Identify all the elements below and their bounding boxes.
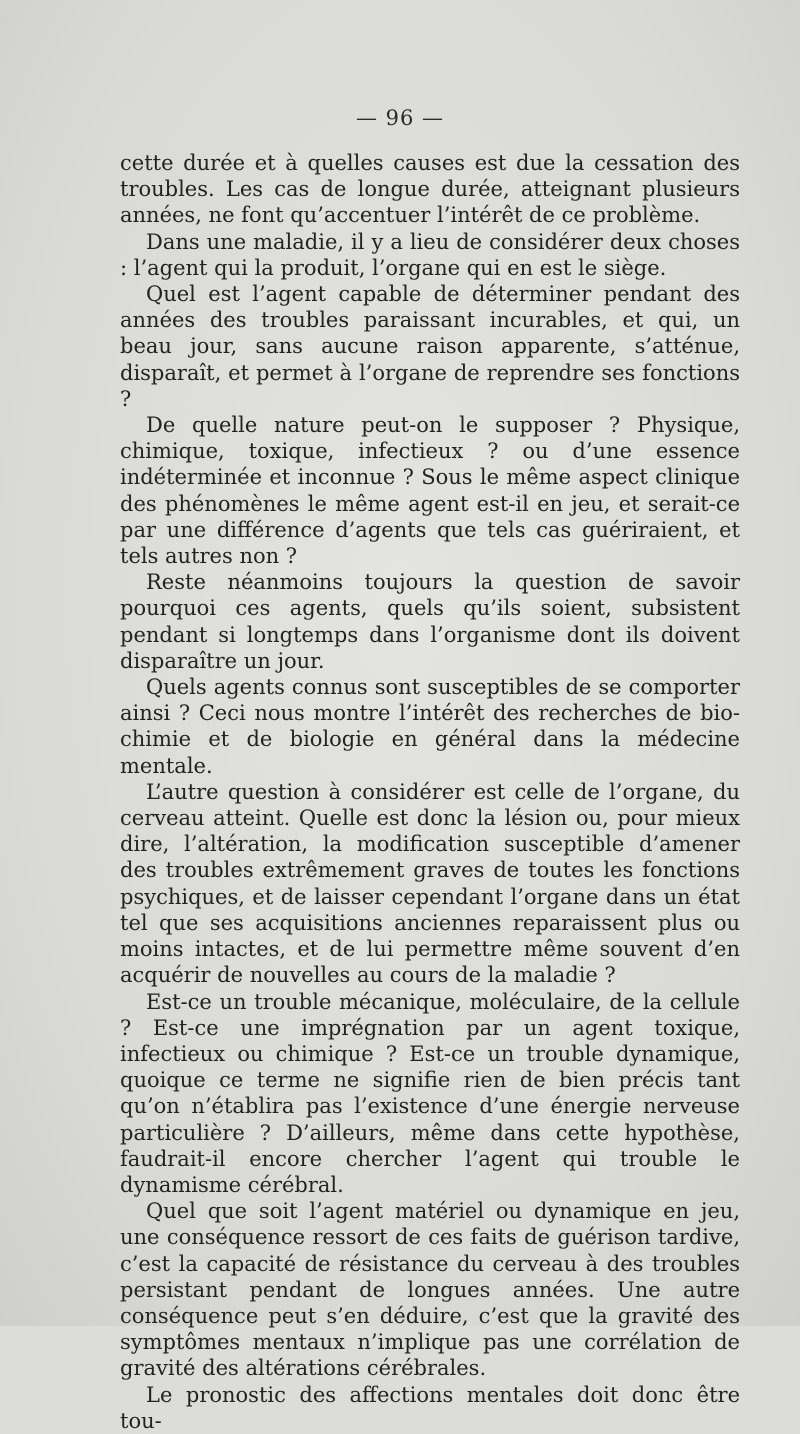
paragraph: cette durée et à quelles causes est due la cessation des troubles. Les cas de longue durée, atteignant plusieurs années, ne font qu’accentuer l’intérêt de ce problème. — [120, 151, 740, 228]
page-number: — 96 — — [355, 106, 445, 130]
paragraph: Reste néanmoins toujours la question de savoir pourquoi ces agents, quels qu’ils soient, subsistent pendant si longtemps dans l’organisme dont ils doivent disparaître un jour. — [120, 570, 740, 673]
paragraph: Quel que soit l’agent matériel ou dynamique en jeu, une conséquence ressort de ces faits de guérison tardive, c’est la capacité de résistance du cerveau à des troubles persistant pendant de longues années. Une autre conséquence peut s’en déduire, c’est que la gravité des symptômes mentaux n’implique pas une corrélation de gravité des altérations cérébrales. — [120, 1199, 740, 1381]
paragraph: L’autre question à considérer est celle de l’organe, du cerveau atteint. Quelle est donc la lésion ou, pour mieux dire, l’altération, la modification susceptible d’amener des troubles extrêmement graves de toutes les fonctions psychiques, et de laisser cependant l’organe dans un état tel que ses acquisitions anciennes reparaissent plus ou moins intactes, et de lui permettre même souvent d’en acquérir de nouvelles au cours de la maladie ? — [120, 779, 740, 988]
paragraph: De quelle nature peut-on le supposer ? Physique, chimique, toxique, infectieux ? ou d’une essence indéterminée et inconnue ? Sous le même aspect clinique des phénomènes le même agent est-il en jeu, et serait-ce par une différence d’agents que tels cas guériraient, et tels autres non ? — [120, 413, 740, 569]
paragraph: Est-ce un trouble mécanique, moléculaire, de la cellule ? Est-ce une imprégnation par un agent toxique, infectieux ou chimique ? Est-ce un trouble dynamique, quoique ce terme ne signifie rien de bien précis tant qu’on n’établira pas l’existence d’une énergie nerveuse particulière ? D’ailleurs, même dans cette hypothèse, faudrait-il encore chercher l’agent qui trouble le dynamisme cérébral. — [120, 989, 740, 1197]
paragraph: Dans une maladie, il y a lieu de considérer deux choses : l’agent qui la produit, l’organe qui en est le siège. — [120, 229, 740, 280]
paragraph: Le pronostic des affections mentales doit donc être tou- — [120, 1382, 740, 1433]
paragraph: Quel est l’agent capable de déterminer pendant des années des troubles paraissant incurables, et qui, un beau jour, sans aucune raison apparente, s’atténue, disparaît, et permet à l’organe de reprendre ses fonctions ? — [120, 282, 740, 411]
paragraph: Quels agents connus sont susceptibles de se comporter ainsi ? Ceci nous montre l’intérêt des recherches de bio-chimie et de biologie en général dans la médecine mentale. — [120, 675, 740, 778]
body-text — [120, 150, 740, 1434]
